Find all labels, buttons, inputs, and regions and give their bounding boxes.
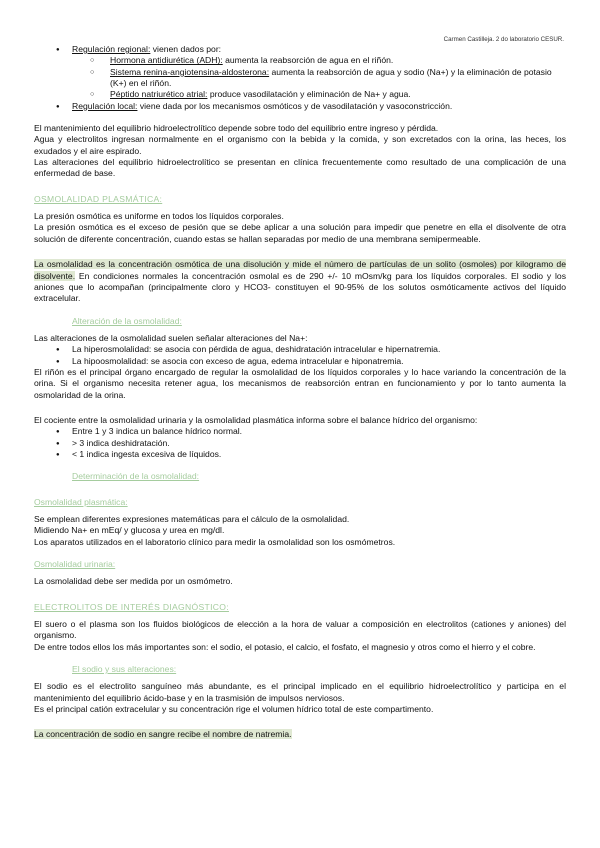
osm-definition-rest: En condiciones normales la concentración osmolal es de 290 +/- 10 mOsm/kg para los líquidos corporales. El sodio y los aniones que lo acompañan (principalmente cloro y HCO3- constituyen el 90-95% de los solutos osmóticamente activos del líquido extracelular. <box>34 270 566 304</box>
list-item <box>34 44 566 55</box>
local-text: viene dada por los mecanismos osmóticos y de vasodilatación y vasoconstricción. <box>137 100 453 111</box>
elec-paragraph: El suero o el plasma son los fluidos biológicos de elección a la hora de valuar a composición en electrolitos (cationes y aniones) del organismo. <box>34 619 566 641</box>
list-item <box>34 101 566 112</box>
natremia-paragraph <box>34 729 566 740</box>
alteration-list <box>34 344 566 367</box>
list-item: ● < 1 indica ingesta excesiva de líquidos. <box>34 449 566 460</box>
document-body <box>34 44 566 741</box>
pna-text: produce vasodilatación y eliminación de Na+ y agua. <box>207 89 411 100</box>
list-item <box>34 89 566 100</box>
adh-label: Hormona antidiurética (ADH): <box>110 55 223 66</box>
list-item: ● La hiperosmolalidad: se asocia con pérdida de agua, deshidratación intracelular e hipernatremia. <box>34 344 566 355</box>
osm-paragraph: La presión osmótica es uniforme en todos los líquidos corporales. <box>34 211 284 222</box>
plasma-line: Se emplean diferentes expresiones matemáticas para el cálculo de la osmolalidad. <box>34 514 350 524</box>
kidney-paragraph: El riñón es el principal órgano encargado de regular la osmolalidad de los líquidos corporales y lo hace variando la concentración de la orina. Si el organismo necesita retener agua, los mecanismos de reabsorción entran en funcionamiento y por lo tanto aumenta la osmolaridad de la orina. <box>34 366 566 400</box>
intro-paragraph: Las alteraciones del equilibrio hidroelectrolítico se presentan en clínica frecuentemente como resultado de una complicación de una enfermedad de base. <box>34 157 566 179</box>
ratio-intro: El cociente entre la osmolalidad urinaria y la osmolalidad plasmática informa sobre el balance hídrico del organismo: <box>34 414 478 425</box>
regional-text: vienen dados por: <box>150 44 222 54</box>
natremia-highlight: La concentración de sodio en sangre recibe el nombre de natremia. <box>34 729 292 740</box>
subsection-title-alteracion: Alteración de la osmolalidad: <box>72 315 182 326</box>
page-header: Carmen Castilleja. 2 do laboratorio CESUR. <box>443 36 564 43</box>
subsection-title-sodio: El sodio y sus alteraciones: <box>72 664 177 675</box>
elec-paragraph: De entre todos ellos los más importantes son: el sodio, el potasio, el calcio, el fosfato, el magnesio y otros como el hierro y el cobre. <box>34 641 536 652</box>
list-item: ● > 3 indica deshidratación. <box>34 438 566 449</box>
osm-definition <box>34 259 566 304</box>
pna-label: Péptido natriurético atrial: <box>110 89 208 100</box>
sra-text: aumenta la reabsorción de agua y sodio (Na+) y la eliminación de potasio (K+) en el riñón. <box>110 66 552 89</box>
adh-text: aumenta la reabsorción de agua en el riñón. <box>222 55 394 66</box>
list-item <box>34 55 566 66</box>
subsection-title-urinaria: Osmolalidad urinaria: <box>34 559 116 570</box>
intro-paragraph: Agua y electrolitos ingresan normalmente en el organismo con la bebida y la comida, y son excretados con la orina, las heces, los exudados y el aire espirado. <box>34 134 566 156</box>
sodio-paragraph: El sodio es el electrolito sanguíneo más abundante, es el principal implicado en el equilibrio hidroelectrolítico y participa en el mantenimiento del equilibrio ácido-base y en la trasmisión de impulsos nerviosos. <box>34 681 566 703</box>
intro-paragraph: El mantenimiento del equilibrio hidroelectrolítico depende sobre todo del equilibrio entre ingreso y pérdida. <box>34 123 439 134</box>
plasma-line: Los aparatos utilizados en el laboratorio clínico para medir la osmolalidad son los osmómetros. <box>34 536 396 547</box>
regulation-list <box>34 44 566 112</box>
regional-label: Regulación regional: <box>72 44 151 54</box>
ratio-list <box>34 426 566 460</box>
sodio-paragraph: Es el principal catión extracelular y su concentración rige el volumen hídrico total de este compartimento. <box>34 704 434 715</box>
section-title-osmolalidad: OSMOLALIDAD PLASMÁTICA: <box>34 193 163 204</box>
osm-definition-highlight: La osmolalidad es la concentración osmótica de una disolución y mide el número de partículas de un solito (osmoles) por kilogramo de disolvente. <box>34 259 566 281</box>
plasma-line: Midiendo Na+ en mEq/ y glucosa y urea en mg/dl. <box>34 525 225 536</box>
list-item: ● Entre 1 y 3 indica un balance hídrico normal. <box>34 426 566 437</box>
local-label: Regulación local: <box>72 100 138 111</box>
alt-intro: Las alteraciones de la osmolalidad suelen señalar alteraciones del Na+: <box>34 332 308 343</box>
subsection-title-determinacion: Determinación de la osmolalidad: <box>72 471 200 482</box>
list-item <box>34 67 566 90</box>
urine-text: La osmolalidad debe ser medida por un osmómetro. <box>34 576 233 587</box>
section-title-electrolitos: ELECTROLITOS DE INTERÉS DIAGNÓSTICO: <box>34 601 229 612</box>
sra-label: Sistema renina-angiotensina-aldosterona: <box>110 66 270 77</box>
list-item: ● La hipoosmolalidad: se asocia con exceso de agua, edema intracelular e hiponatremia. <box>34 356 566 367</box>
osm-paragraph: La presión osmótica es el exceso de pesión que se debe aplicar a una solución para impedir que penetre en ella el disolvente de otra solución de diferente concentración, cuando estas se hallan separadas por medio de una membrana semipermeable. <box>34 222 566 244</box>
subsection-title-plasmatica: Osmolalidad plasmática: <box>34 496 128 507</box>
